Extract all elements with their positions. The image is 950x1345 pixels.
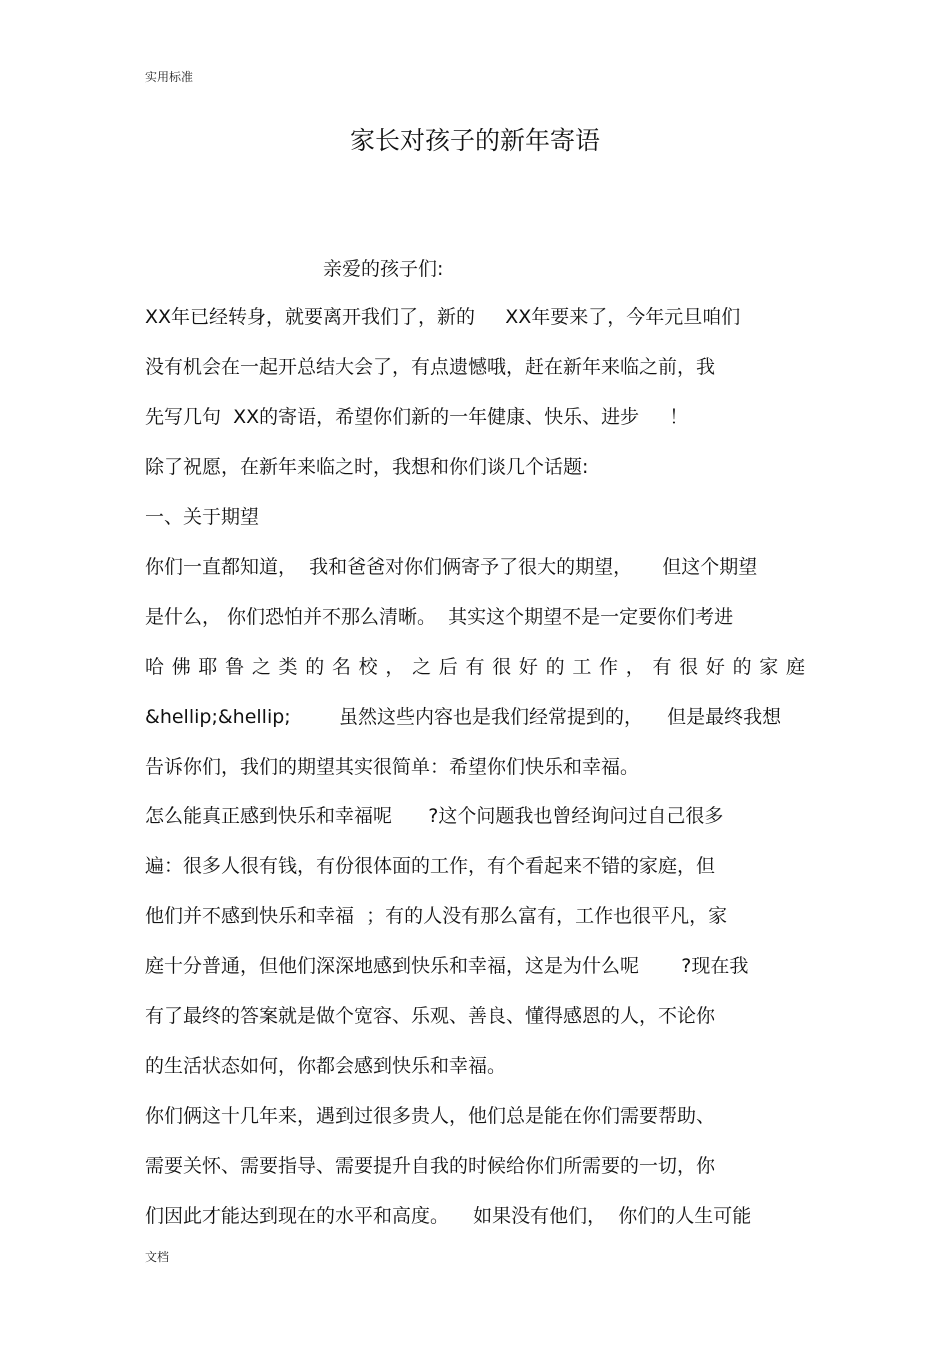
- body-line: 遍：很多人很有钱，有份很体面的工作，有个看起来不错的家庭，但: [145, 855, 716, 877]
- body-line: 除了祝愿，在新年来临之时，我想和你们谈几个话题:: [145, 456, 589, 478]
- body-line: &hellip;&hellip; 虽然这些内容也是我们经常提到的， 但是最终我想: [145, 706, 782, 728]
- body-line: 怎么能真正感到快乐和幸福呢 ?这个问题我也曾经询问过自己很多: [145, 805, 724, 827]
- body-line: 没有机会在一起开总结大会了，有点遗憾哦，赶在新年来临之前，我: [145, 356, 716, 378]
- body-line: 他们并不感到快乐和幸福 ；有的人没有那么富有，工作也很平凡，家: [145, 905, 728, 927]
- page-footer-label: 文档: [145, 1250, 170, 1264]
- body-line: 你们俩这十几年来，遇到过很多贵人，他们总是能在你们需要帮助、: [145, 1105, 716, 1127]
- body-line: 是什么， 你们恐怕并不那么清晰。 其实这个期望不是一定要你们考进: [145, 606, 734, 628]
- body-line: 先写几句 XX的寄语，希望你们新的一年健康、快乐、进步 ！: [145, 406, 689, 428]
- salutation-line: 亲爱的孩子们:: [323, 258, 444, 280]
- body-line: 有了最终的答案就是做个宽容、乐观、善良、懂得感恩的人，不论你: [145, 1005, 716, 1027]
- document-title: 家长对孩子的新年寄语: [349, 126, 600, 155]
- body-line: 的生活状态如何，你都会感到快乐和幸福。: [145, 1055, 507, 1077]
- section-heading: 一、关于期望: [145, 506, 260, 528]
- body-line: 庭十分普通，但他们深深地感到快乐和幸福，这是为什么呢 ?现在我: [145, 955, 749, 977]
- body-line: 需要关怀、需要指导、需要提升自我的时候给你们所需要的一切，你: [145, 1155, 716, 1177]
- body-line: 告诉你们，我们的期望其实很简单：希望你们快乐和幸福。: [145, 756, 640, 778]
- body-line: 哈佛耶鲁之类的名校，之后有很好的工作，有很好的家庭: [145, 656, 805, 678]
- body-line: 你们一直都知道， 我和爸爸对你们俩寄予了很大的期望， 但这个期望: [145, 556, 758, 578]
- body-line: 们因此才能达到现在的水平和高度。 如果没有他们， 你们的人生可能: [145, 1205, 752, 1227]
- body-line: XX年已经转身，就要离开我们了，新的 XX年要来了，今年元旦咱们: [145, 306, 741, 328]
- page-header-label: 实用标准: [145, 70, 194, 84]
